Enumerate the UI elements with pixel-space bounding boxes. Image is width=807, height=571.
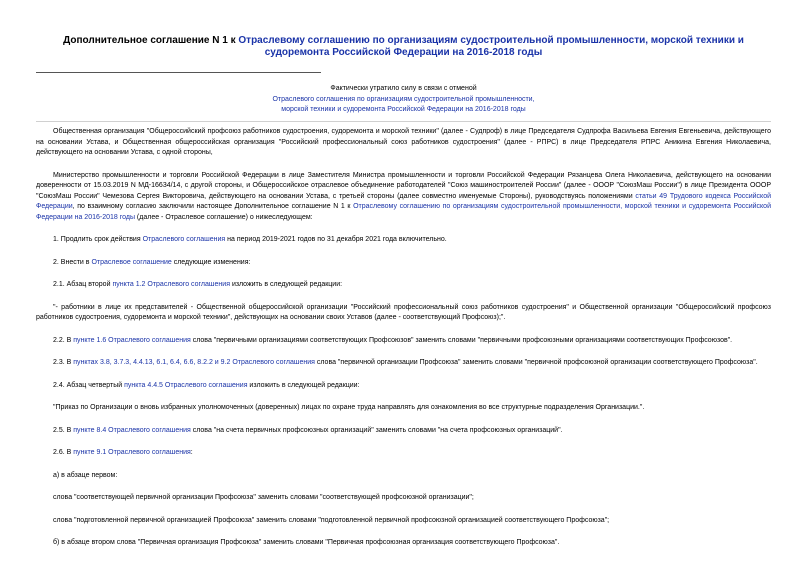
document-body (36, 127, 771, 561)
clause-2-2-link[interactable]: пункте 1.6 Отраслевого соглашения (73, 336, 191, 344)
status-note-link-line2[interactable]: морской техники и судоремонта Российской Федерации на 2016-2018 годы (281, 106, 526, 113)
clause-2-4-link[interactable]: пункта 4.4.5 Отраслевого соглашения (124, 381, 248, 389)
clause-2-4: 2.4. Абзац четвертый пункта 4.4.5 Отраслевого соглашения изложить в следующей редакции: (53, 381, 360, 389)
document-title (36, 35, 771, 59)
clause-2-link[interactable]: Отраслевое соглашение (91, 258, 172, 266)
status-note (36, 84, 771, 116)
clause-2-6-b: б) в абзаце втором слова "Первичная организация Профсоюза" заменить словами "Первичная профсоюзная организация соответствующего Профсоюза". (53, 539, 560, 546)
paragraph-parties-ministry: Министерство промышленности и торговли Российской Федерации в лице Заместителя Министра промышленности и торговли Российской Федерации Рязанцева Олега Николаевича, действующего на основании доверенности от 15.03.2019 N МД-16634/14, с другой стороны, и Общероссийское отраслевое объединение работодателей "Союз машиностроителей России" (далее - ОООР "СоюзМаш России") в лице Президента ОООР "СоюзМаш России" Чемезова Сергея Викторовича, действующего на основании Устава, с третьей стороны (далее совместно именуемые Стороны), руководствуясь положениями статьи 49 Трудового кодекса Российской Федерации, по взаимному согласию заключили настоящее Дополнительное соглашение N 1 к Отраслевому соглашению по организациям судостроительной промышленности, морской техники и судоремонта Российской Федерации на 2016-2018 годы (далее - Отраслевое соглашение) о нижеследующем: (36, 171, 771, 221)
title-prefix: Дополнительное соглашение N 1 к (63, 35, 239, 46)
status-note-text: Фактически утратило силу в связи с отменой (330, 85, 477, 92)
clause-2: 2. Внести в Отраслевое соглашение следующие изменения: (53, 258, 251, 266)
clause-1: 1. Продлить срок действия Отраслевого соглашения на период 2019-2021 годов по 31 декабря 2021 года включительно. (53, 236, 447, 243)
clause-2-4-text: "Приказ по Организации о вновь избранных уполномоченных (доверенных) лицах по охране труда направлять для ознакомления во все структурные подразделения Организации.". (53, 404, 645, 411)
clause-2-6-a-item2: слова "подготовленной первичной организацией Профсоюза" заменить словами "подготовленной первичной профсоюзной организацией соответствующего Профсоюза"; (53, 516, 610, 524)
clause-2-3: 2.3. В пунктах 3.8, 3.7.3, 4.4.13, 6.1, 6.4, 6.6, 8.2.2 и 9.2 Отраслевого соглашения слова "первичной организации Профсоюза" заменить словами "первичной профсоюзной организации соответствующего Профсоюза". (53, 359, 758, 366)
clause-2-6: 2.6. В пункте 9.1 Отраслевого соглашения: (53, 449, 193, 456)
clause-2-5: 2.5. В пункте 8.4 Отраслевого соглашения слова "на счета первичных профсоюзных организаций" заменить словами "на счета профсоюзных организаций". (53, 426, 563, 434)
agreement-link[interactable]: Отраслевому соглашению по организациям судостроительной промышленности, морской техники и судоремонта Российской Федерации на 2016-2018 годы (36, 203, 771, 221)
clause-2-1-text: "- работники в лице их представителей - Общественной общероссийской организации "Российский профессиональный союз работников судостроения" и Общественной организации "Общероссийский профсоюз работников судостроения, судоремонта и морской техники", действующих на основании своих Уставов (далее - соответствующий Профсоюз);". (36, 303, 771, 321)
clause-1-link[interactable]: Отраслевого соглашения (142, 236, 226, 243)
clause-2-1-link[interactable]: пункта 1.2 Отраслевого соглашения (112, 281, 230, 288)
paragraph-parties-unions: Общественная организация "Общероссийский профсоюз работников судостроения, судоремонта и морской техники" (далее - Судпроф) в лице Председателя Судпрофа Васильева Евгения Евгеньевича, действующего на основании Устава, и Общественная общероссийская организация "Российский профессиональный союз работников судостроения" (далее - РПРС) в лице Председателя РПРС Аникина Евгения Николаевича, действующего на основании Устава, с одной стороны, (36, 128, 771, 156)
clause-2-5-link[interactable]: пункте 8.4 Отраслевого соглашения (73, 426, 191, 434)
clause-2-6-link[interactable]: пункте 9.1 Отраслевого соглашения (73, 449, 191, 456)
note-divider (36, 121, 771, 122)
clause-2-6-a-item1: слова "соответствующей первичной организации Профсоюза" заменить словами "соответствующей профсоюзной организации"; (53, 494, 474, 501)
clause-2-3-link[interactable]: пунктах 3.8, 3.7.3, 4.4.13, 6.1, 6.4, 6.6, 8.2.2 и 9.2 Отраслевого соглашения (73, 359, 315, 366)
labor-code-link[interactable]: статьи 49 Трудового кодекса Российской Федерации (36, 192, 771, 210)
title-agreement-link[interactable]: Отраслевому соглашению по организациям судостроительной промышленности, морской техники и судоремонта Российской Федерации на 2016-2018 годы (238, 35, 744, 58)
status-note-link-line1[interactable]: Отраслевого соглашения по организациям судостроительной промышленности, (272, 95, 535, 103)
title-divider (36, 72, 321, 73)
clause-2-1: 2.1. Абзац второй пункта 1.2 Отраслевого соглашения изложить в следующей редакции: (53, 281, 343, 288)
clause-2-6-a: а) в абзаце первом: (53, 471, 118, 479)
clause-2-2: 2.2. В пункте 1.6 Отраслевого соглашения слова "первичными организациями соответствующих Профсоюзов" заменить словами "первичными профсоюзными организациями соответствующих Профсоюзов". (53, 336, 733, 344)
